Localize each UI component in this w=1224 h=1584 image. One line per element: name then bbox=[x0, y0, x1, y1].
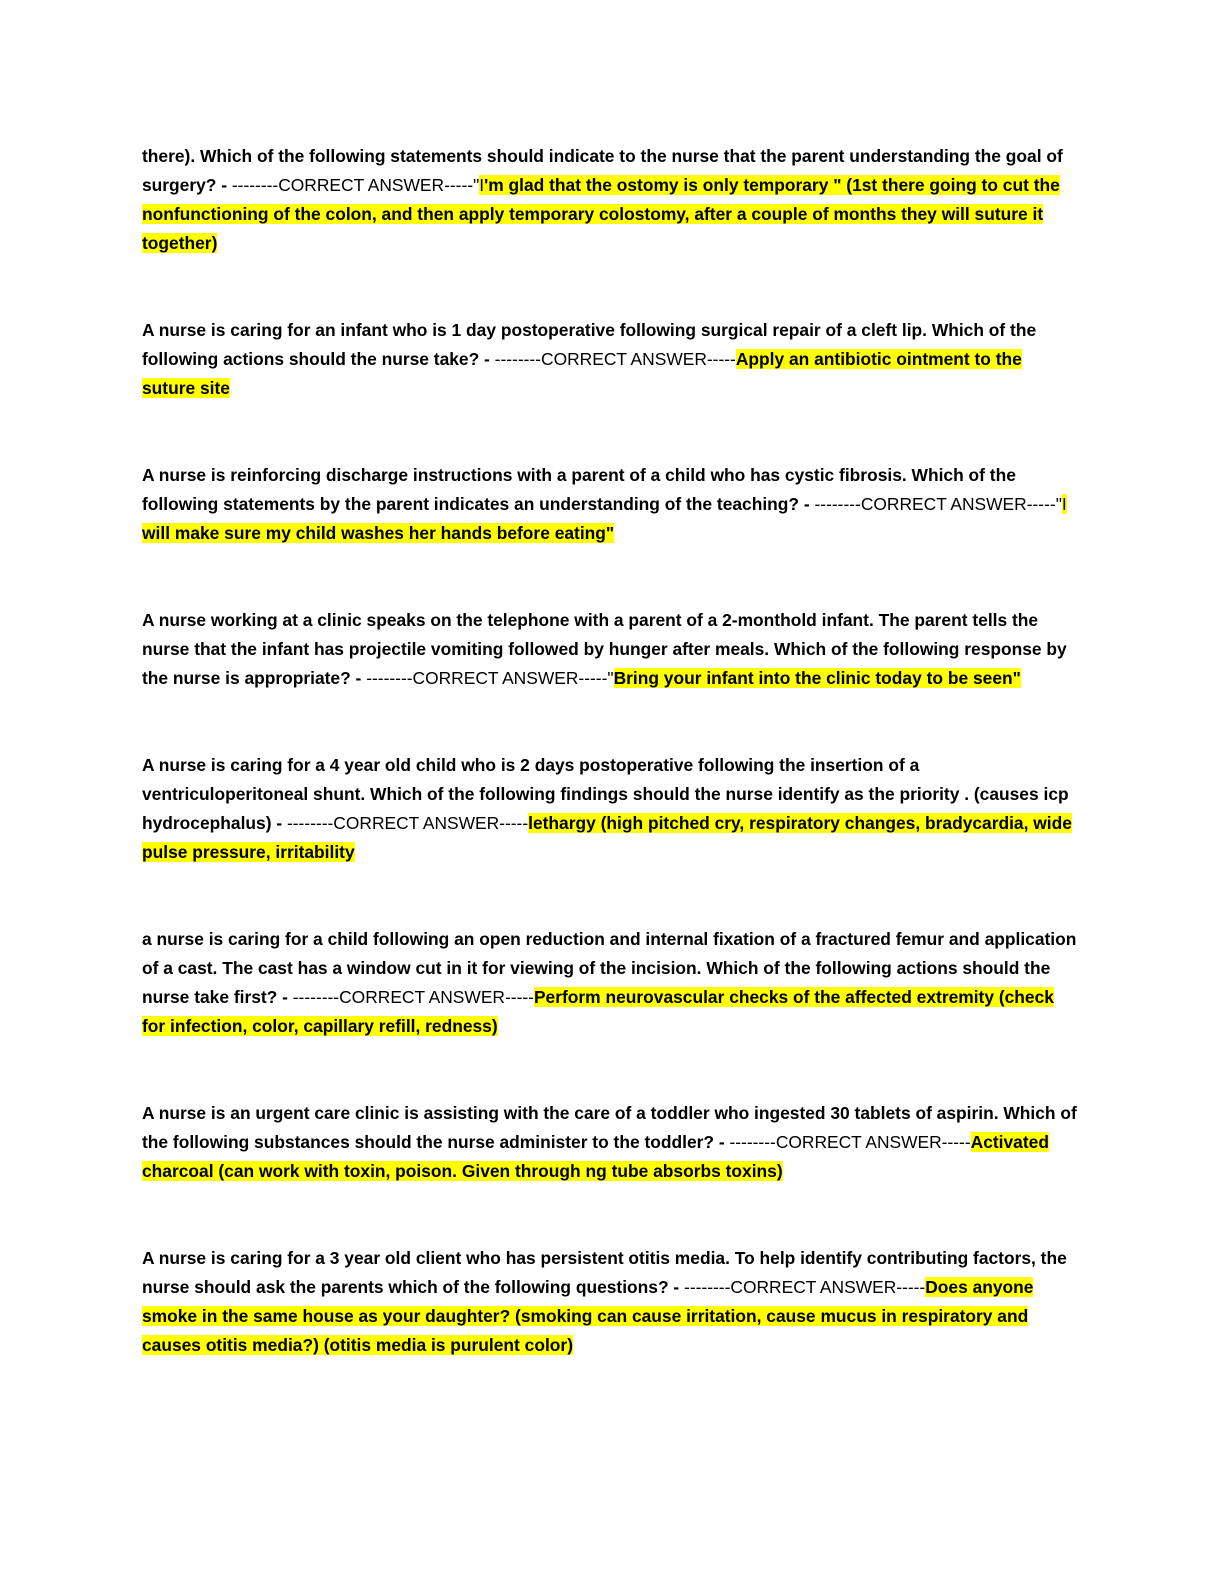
answer-text: Perform neurovascular checks of the affected extremity (check for infection, color, capillary refill, redness) bbox=[142, 987, 1054, 1036]
answer-label: CORRECT ANSWER----- bbox=[339, 987, 534, 1007]
qa-item bbox=[142, 1099, 1077, 1186]
question-text: A nurse is caring for an infant who is 1 day postoperative following surgical repair of a cleft lip. Which of the following actions should the nurse take? - bbox=[142, 320, 1037, 369]
answer-text: lethargy (high pitched cry, respiratory changes, bradycardia, wide pulse pressure, irritability bbox=[142, 813, 1072, 862]
separator: -------- bbox=[489, 349, 542, 369]
separator: -------- bbox=[282, 813, 334, 833]
answer-text: will make sure my child washes her hands before eating" bbox=[142, 523, 615, 543]
separator: -------- bbox=[724, 1132, 776, 1152]
question-text: A nurse working at a clinic speaks on the telephone with a parent of a 2-monthold infant. The parent tells the nurse that the infant has projectile vomiting followed by hunger after meals. Which of the following response by the nurse is appropriate? - bbox=[142, 610, 1067, 688]
answer-label: CORRECT ANSWER----- bbox=[412, 668, 608, 688]
separator: -------- bbox=[287, 987, 340, 1007]
question-text: a nurse is caring for a child following an open reduction and internal fixation of a fractured femur and application of a cast. The cast has a window cut in it for viewing of the incision. Which of the following actions should the nurse take first? - bbox=[142, 929, 1077, 1007]
separator: -------- bbox=[679, 1277, 731, 1297]
qa-item bbox=[142, 751, 1077, 867]
question-text: A nurse is reinforcing discharge instructions with a parent of a child who has cystic fibrosis. Which of the following statements by the parent indicates an understanding of the teaching? - bbox=[142, 465, 1016, 514]
document-page bbox=[142, 142, 1077, 1360]
separator: -------- bbox=[361, 668, 413, 688]
answer-label: CORRECT ANSWER----- bbox=[333, 813, 529, 833]
question-text: there). Which of the following statements should indicate to the nurse that the parent understanding the goal of surgery? - bbox=[142, 146, 1063, 195]
qa-item bbox=[142, 606, 1077, 693]
qa-item bbox=[142, 461, 1077, 548]
answer-text: Apply an antibiotic ointment to the suture site bbox=[142, 349, 1022, 398]
answer-prefix: " bbox=[1055, 494, 1062, 514]
answer-label: CORRECT ANSWER----- bbox=[730, 1277, 926, 1297]
answer-prefix: " bbox=[607, 668, 614, 688]
qa-item bbox=[142, 925, 1077, 1041]
answer-label: CORRECT ANSWER----- bbox=[860, 494, 1056, 514]
answer-text: 'm glad that the ostomy is only temporary " (1st there going to cut the nonfunctioning of the colon, and then apply temporary colostomy, after a couple of months they will suture it together) bbox=[142, 175, 1060, 253]
qa-item bbox=[142, 316, 1077, 403]
answer-prefix-highlight: I bbox=[1061, 494, 1067, 514]
separator: -------- bbox=[809, 494, 861, 514]
qa-item bbox=[142, 142, 1077, 258]
separator: -------- bbox=[227, 175, 279, 195]
question-text: A nurse is an urgent care clinic is assisting with the care of a toddler who ingested 30 tablets of aspirin. Which of the following substances should the nurse administer to the toddler? - bbox=[142, 1103, 1077, 1152]
question-text: A nurse is caring for a 4 year old child who is 2 days postoperative following the insertion of a ventriculoperitoneal shunt. Which of the following findings should the nurse identify as the priority . (causes icp hydrocephalus) - bbox=[142, 755, 1069, 833]
answer-text: Bring your infant into the clinic today to be seen" bbox=[613, 668, 1021, 688]
answer-text: Does anyone smoke in the same house as your daughter? (smoking can cause irritation, cause mucus in respiratory and causes otitis media?) (otitis media is purulent color) bbox=[142, 1277, 1034, 1355]
answer-label: CORRECT ANSWER----- bbox=[278, 175, 474, 195]
answer-label: CORRECT ANSWER----- bbox=[541, 349, 736, 369]
question-text: A nurse is caring for a 3 year old client who has persistent otitis media. To help identify contributing factors, the nurse should ask the parents which of the following questions? - bbox=[142, 1248, 1067, 1297]
answer-prefix-highlight: I bbox=[479, 175, 485, 195]
qa-item bbox=[142, 1244, 1077, 1360]
answer-prefix: " bbox=[473, 175, 480, 195]
answer-text: Activated charcoal (can work with toxin, poison. Given through ng tube absorbs toxins) bbox=[142, 1132, 1049, 1181]
answer-label: CORRECT ANSWER----- bbox=[775, 1132, 971, 1152]
